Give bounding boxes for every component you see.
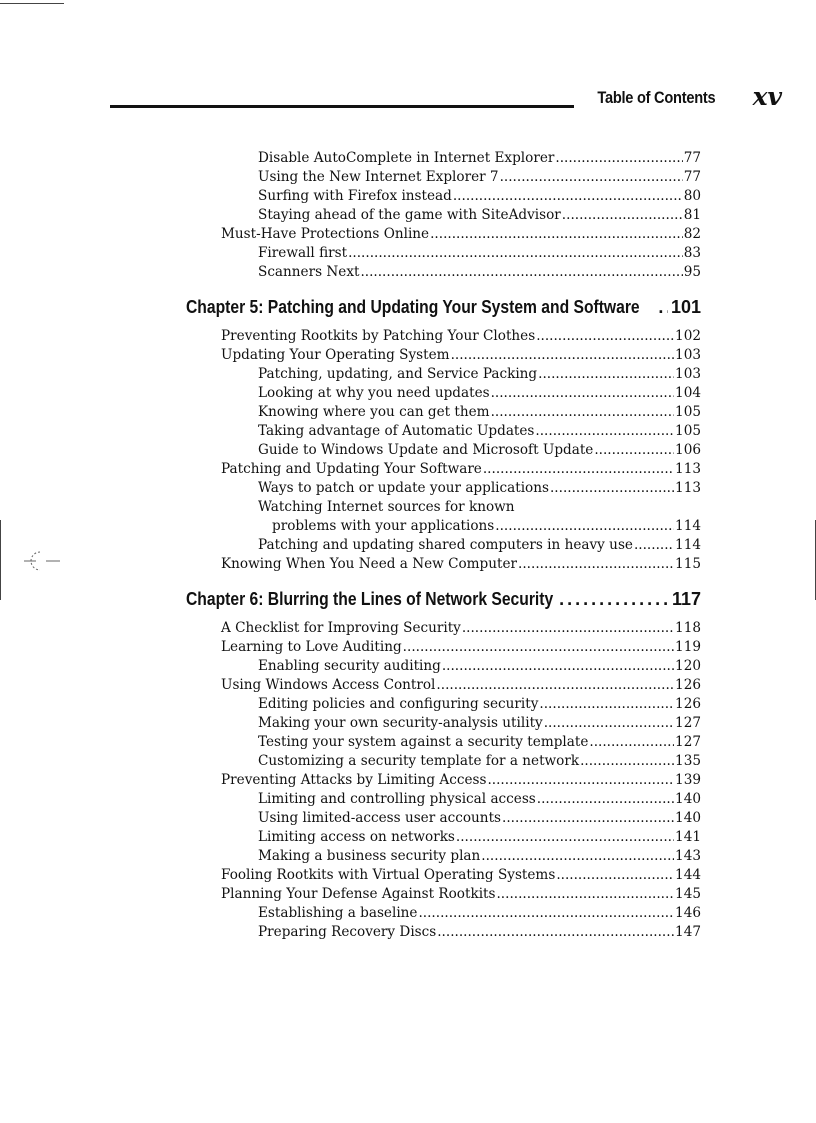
toc-entry	[186, 638, 701, 657]
toc-entry	[186, 904, 701, 923]
toc-title: Must-Have Protections Online	[221, 226, 430, 242]
toc-leader-dots	[518, 555, 674, 574]
toc-page-number: 145	[675, 886, 701, 902]
toc-title: Using Windows Access Control	[221, 677, 436, 693]
toc-entry	[186, 346, 701, 365]
toc-leader-dots	[430, 225, 683, 244]
toc-entry	[186, 403, 701, 422]
toc-leader-dots	[491, 384, 674, 403]
toc-page-number: 82	[683, 226, 701, 242]
toc-page-number: 140	[675, 810, 701, 826]
toc-leader-dots	[360, 263, 682, 282]
toc-entry	[186, 149, 701, 168]
toc-title: Guide to Windows Update and Microsoft Update	[258, 442, 594, 458]
toc-entry	[186, 847, 701, 866]
toc-title: Scanners Next	[258, 264, 360, 280]
toc-leader-dots	[544, 714, 674, 733]
toc-title: Making your own security-analysis utility	[258, 715, 543, 731]
toc-page-number: 127	[675, 715, 701, 731]
toc-entry	[186, 619, 701, 638]
toc-title: Updating Your Operating System	[221, 347, 450, 363]
crop-mark-top	[0, 3, 64, 4]
toc-entry	[186, 460, 701, 479]
crop-mark-left	[0, 520, 1, 600]
toc-title: Ways to patch or update your applications	[258, 480, 549, 496]
toc-page-number: 127	[675, 734, 701, 750]
toc-page-number: 103	[675, 366, 701, 382]
toc-title: Establishing a baseline	[258, 905, 418, 921]
toc-title: Limiting access on networks	[258, 829, 455, 845]
toc-entry	[186, 752, 701, 771]
toc-leader-dots	[658, 295, 668, 319]
toc-chapter-heading	[186, 295, 701, 319]
toc-page-number: 135	[675, 753, 701, 769]
toc-entry	[186, 923, 701, 942]
toc-title: Chapter 5: Patching and Updating Your System and Software	[186, 297, 640, 317]
toc-entry	[186, 809, 701, 828]
toc-title: Using the New Internet Explorer 7	[258, 169, 499, 185]
toc-page-number: 114	[675, 537, 701, 553]
toc-page-number: 113	[675, 461, 701, 477]
toc-page-number: 114	[675, 518, 701, 534]
toc-title: Patching, updating, and Service Packing	[258, 366, 538, 382]
toc-leader-dots	[437, 923, 674, 942]
toc-title: Customizing a security template for a network	[258, 753, 580, 769]
toc-leader-dots	[580, 752, 674, 771]
toc-page-number: 140	[675, 791, 701, 807]
toc-leader-dots	[451, 346, 674, 365]
toc-entry	[186, 828, 701, 847]
toc-title: Preventing Rootkits by Patching Your Clothes	[221, 328, 536, 344]
toc-page-number: 146	[675, 905, 701, 921]
toc-title: Limiting and controlling physical access	[258, 791, 536, 807]
toc-leader-dots	[550, 479, 674, 498]
toc-title: Knowing where you can get them	[258, 404, 490, 420]
toc-leader-dots	[496, 885, 674, 904]
toc-entry	[186, 555, 701, 574]
toc-entry	[186, 187, 701, 206]
toc-title: Enabling security auditing	[258, 658, 441, 674]
toc-leader-dots	[456, 828, 674, 847]
toc-entry	[186, 771, 701, 790]
toc-entry	[186, 885, 701, 904]
running-header	[110, 84, 780, 114]
toc-title: Preparing Recovery Discs	[258, 924, 437, 940]
toc-leader-dots	[562, 206, 683, 225]
toc-page-number: 106	[675, 442, 701, 458]
toc-page-number: 120	[675, 658, 701, 674]
toc-title: Knowing When You Need a New Computer	[221, 556, 518, 572]
toc-page-number: 118	[675, 620, 701, 636]
toc-leader-dots	[537, 790, 674, 809]
toc-page-number: 144	[675, 867, 701, 883]
toc-title: Staying ahead of the game with SiteAdvisor	[258, 207, 561, 223]
toc-title: Firewall first	[258, 245, 348, 261]
toc-entry	[186, 657, 701, 676]
toc-page-number: 105	[675, 423, 701, 439]
toc-entry	[186, 244, 701, 263]
page-number: xv	[752, 82, 782, 111]
toc-entry	[186, 517, 701, 536]
toc-page-number: 139	[675, 772, 701, 788]
toc-entry	[186, 714, 701, 733]
toc-page-number: 119	[675, 639, 701, 655]
toc-entry	[186, 225, 701, 244]
toc-title: Taking advantage of Automatic Updates	[258, 423, 535, 439]
toc-page-number: 113	[675, 480, 701, 496]
toc-entry	[186, 441, 701, 460]
toc-title: Looking at why you need updates	[258, 385, 490, 401]
toc-leader-dots	[559, 587, 669, 611]
toc-title: Preventing Attacks by Limiting Access	[221, 772, 487, 788]
toc-leader-dots	[634, 536, 674, 555]
toc-leader-dots	[348, 244, 683, 263]
toc-leader-dots	[539, 695, 674, 714]
toc-entry	[186, 866, 701, 885]
toc-page-number: 102	[675, 328, 701, 344]
toc-page-number: 143	[675, 848, 701, 864]
toc-title: Fooling Rootkits with Virtual Operating Systems	[221, 867, 556, 883]
toc-page-number: 126	[675, 696, 701, 712]
toc-leader-dots	[418, 904, 674, 923]
toc-title: Patching and updating shared computers in heavy use	[258, 537, 633, 553]
toc-entry	[186, 733, 701, 752]
toc-title: Disable AutoComplete in Internet Explorer	[258, 150, 555, 166]
toc-leader-dots	[500, 168, 683, 187]
toc-title: Testing your system against a security template	[258, 734, 589, 750]
toc-leader-dots	[483, 460, 674, 479]
toc-page-number: 95	[683, 264, 701, 280]
toc-leader-dots	[594, 441, 674, 460]
toc-title: Planning Your Defense Against Rootkits	[221, 886, 496, 902]
header-rule	[110, 105, 574, 108]
toc-leader-dots	[481, 847, 674, 866]
toc-title: Learning to Love Auditing	[221, 639, 402, 655]
toc-entry	[186, 536, 701, 555]
table-of-contents	[186, 149, 701, 942]
toc-leader-dots	[442, 657, 674, 676]
toc-leader-dots	[502, 809, 674, 828]
toc-entry	[186, 498, 701, 517]
toc-page-number: 117	[671, 589, 701, 609]
toc-title: Chapter 6: Blurring the Lines of Network Security	[186, 589, 554, 609]
toc-entry	[186, 790, 701, 809]
toc-page-number: 104	[675, 385, 701, 401]
toc-entry	[186, 695, 701, 714]
registration-mark-icon	[22, 546, 62, 576]
toc-entry	[186, 422, 701, 441]
header-title: Table of Contents	[597, 88, 716, 107]
toc-entry	[186, 676, 701, 695]
toc-page-number: 77	[683, 150, 701, 166]
toc-leader-dots	[491, 403, 674, 422]
toc-leader-dots	[462, 619, 674, 638]
toc-title: Watching Internet sources for known	[258, 499, 515, 515]
toc-page-number: 83	[683, 245, 701, 261]
toc-title: A Checklist for Improving Security	[221, 620, 461, 636]
toc-entry	[186, 384, 701, 403]
toc-page-number: 141	[675, 829, 701, 845]
toc-title: Using limited-access user accounts	[258, 810, 502, 826]
toc-title: Making a business security plan	[258, 848, 481, 864]
toc-leader-dots	[495, 517, 674, 536]
toc-chapter-heading	[186, 587, 701, 611]
toc-leader-dots	[436, 676, 674, 695]
toc-page-number: 101	[670, 297, 701, 317]
toc-page-number: 103	[675, 347, 701, 363]
toc-leader-dots	[453, 187, 683, 206]
toc-leader-dots	[538, 365, 674, 384]
toc-leader-dots	[536, 327, 674, 346]
toc-entry	[186, 263, 701, 282]
toc-page-number: 81	[683, 207, 701, 223]
toc-page-number: 115	[675, 556, 701, 572]
toc-title: Patching and Updating Your Software	[221, 461, 482, 477]
toc-title: Editing policies and configuring security	[258, 696, 539, 712]
toc-entry	[186, 168, 701, 187]
toc-leader-dots	[556, 866, 674, 885]
toc-page-number: 105	[675, 404, 701, 420]
toc-page-number: 77	[683, 169, 701, 185]
toc-leader-dots	[589, 733, 674, 752]
toc-title: Surfing with Firefox instead	[258, 188, 452, 204]
toc-leader-dots	[555, 149, 682, 168]
toc-entry	[186, 479, 701, 498]
toc-leader-dots	[535, 422, 674, 441]
toc-page-number: 147	[675, 924, 701, 940]
toc-entry	[186, 206, 701, 225]
toc-leader-dots	[487, 771, 674, 790]
toc-page-number: 126	[675, 677, 701, 693]
toc-entry	[186, 327, 701, 346]
toc-entry	[186, 365, 701, 384]
toc-leader-dots	[403, 638, 674, 657]
toc-page-number: 80	[683, 188, 701, 204]
toc-title: problems with your applications	[272, 518, 495, 534]
